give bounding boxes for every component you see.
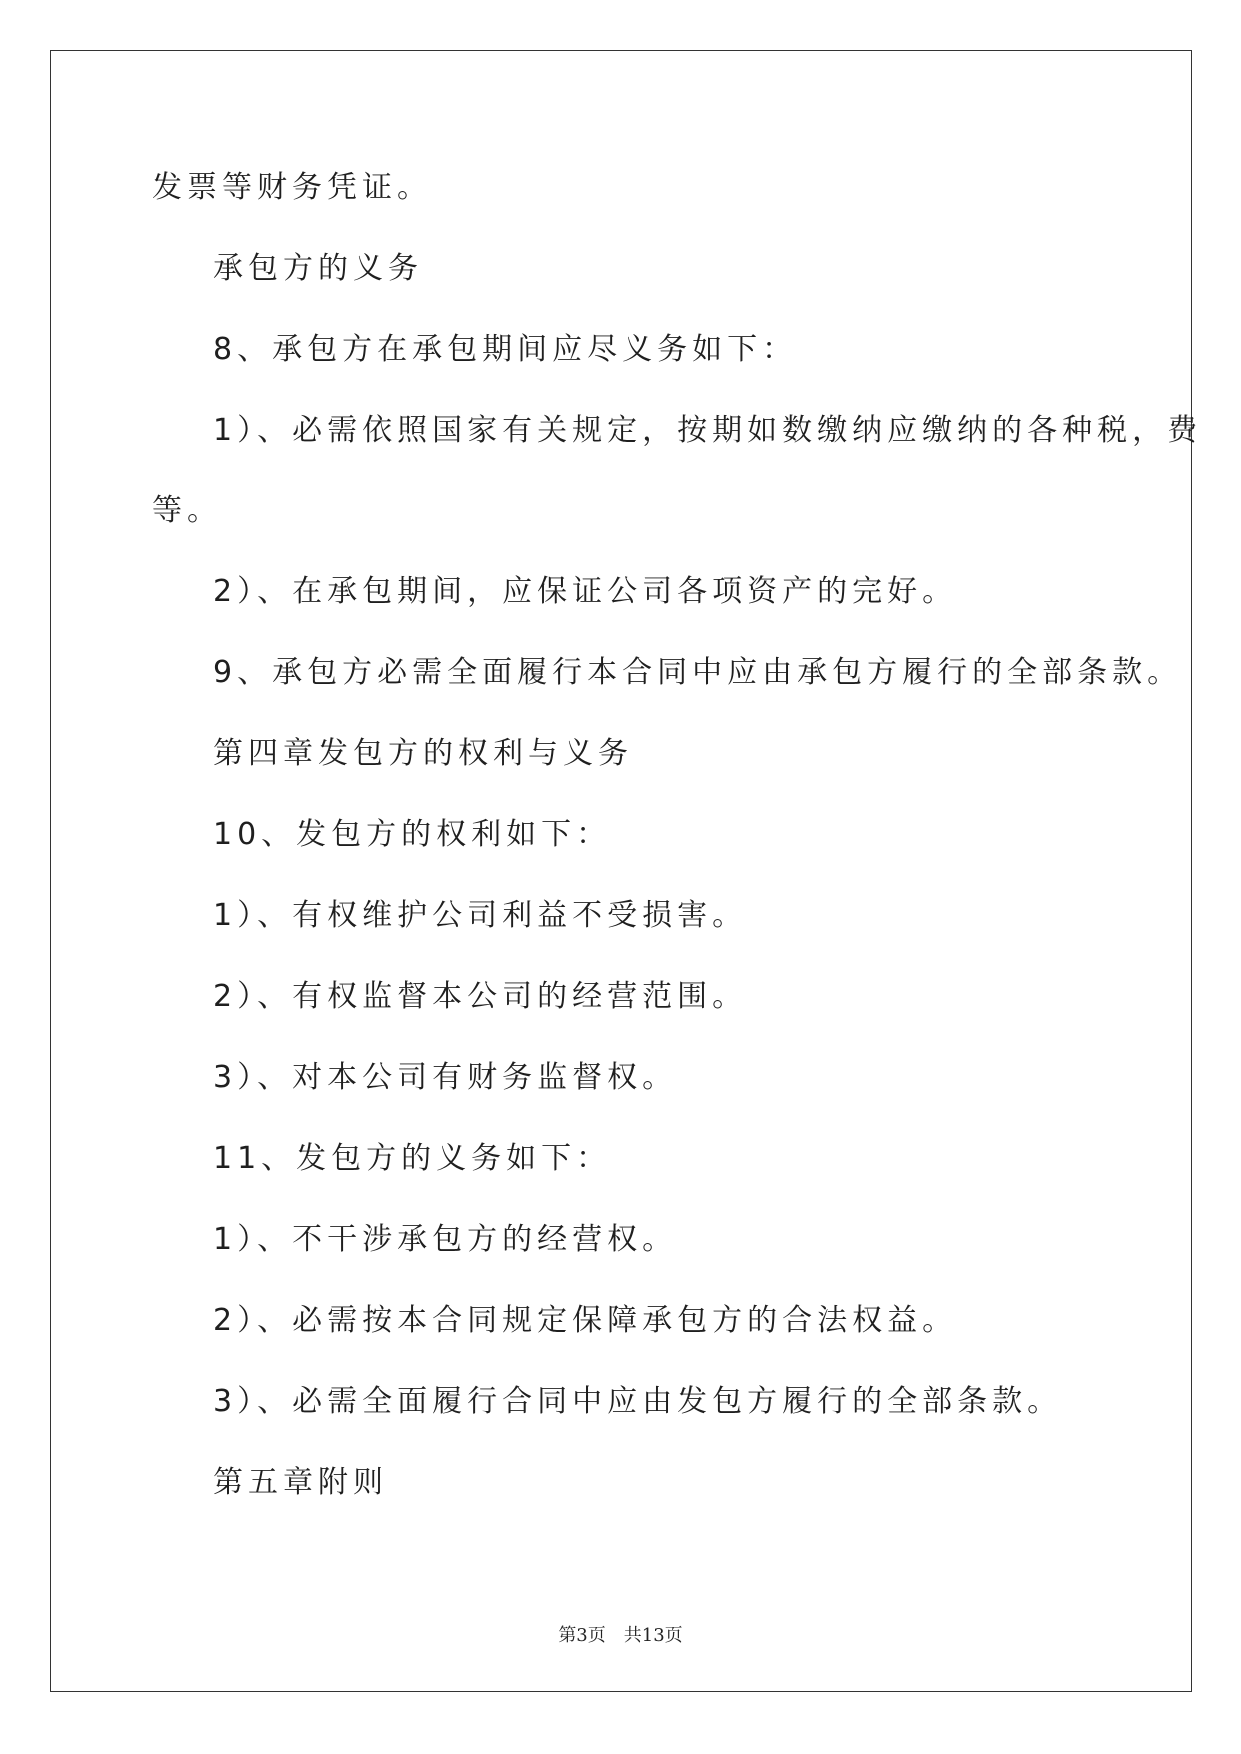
clause-item: 2）、有权监督本公司的经营范围。 bbox=[213, 979, 748, 1014]
page-border bbox=[50, 50, 1192, 1692]
chapter-heading: 第五章附则 bbox=[213, 1465, 388, 1500]
clause: 10、发包方的权利如下： bbox=[213, 817, 612, 852]
clause: 8、承包方在承包期间应尽义务如下： bbox=[213, 332, 798, 367]
chapter-heading: 第四章发包方的权利与义务 bbox=[213, 736, 633, 771]
text-line: 等。 bbox=[152, 493, 222, 528]
text-line: 发票等财务凭证。 bbox=[152, 170, 432, 205]
page-number: 第3页 共13页 bbox=[558, 1625, 683, 1646]
clause-item: 2）、在承包期间，应保证公司各项资产的完好。 bbox=[213, 574, 958, 609]
clause-item: 1）、有权维护公司利益不受损害。 bbox=[213, 898, 748, 933]
clause-item: 2）、必需按本合同规定保障承包方的合法权益。 bbox=[213, 1303, 958, 1338]
section-heading: 承包方的义务 bbox=[213, 251, 423, 286]
clause-item: 1）、必需依照国家有关规定，按期如数缴纳应缴纳的各种税，费 bbox=[213, 413, 1203, 448]
clause-item: 3）、对本公司有财务监督权。 bbox=[213, 1060, 678, 1095]
clause-item: 3）、必需全面履行合同中应由发包方履行的全部条款。 bbox=[213, 1384, 1063, 1419]
clause: 11、发包方的义务如下： bbox=[213, 1141, 612, 1176]
clause-item: 1）、不干涉承包方的经营权。 bbox=[213, 1222, 678, 1257]
clause: 9、承包方必需全面履行本合同中应由承包方履行的全部条款。 bbox=[213, 655, 1183, 690]
